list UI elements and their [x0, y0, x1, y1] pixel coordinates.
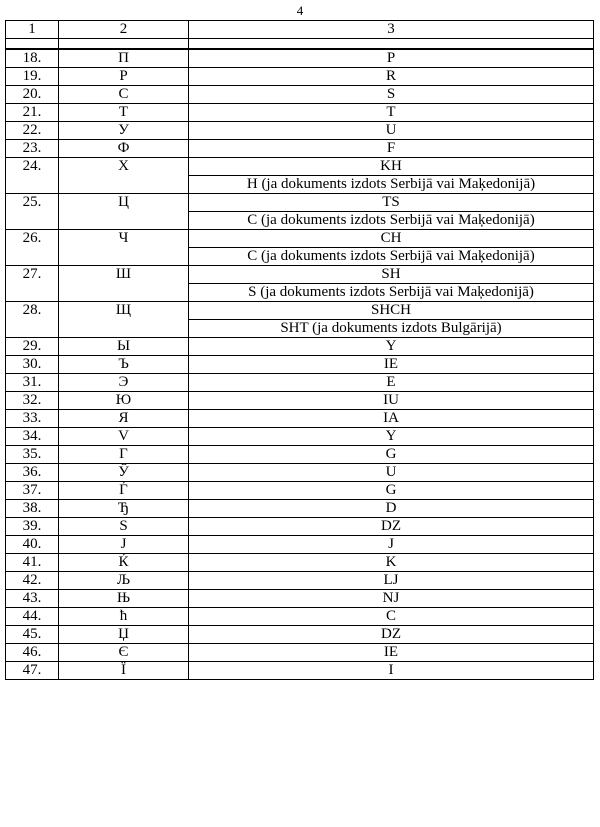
- cyrillic-letter-cell: Ъ: [59, 356, 189, 374]
- table-row: [6, 230, 594, 248]
- row-number-cell: 36.: [6, 464, 59, 482]
- row-number-cell: 18.: [6, 49, 59, 68]
- row-number-cell: 30.: [6, 356, 59, 374]
- cyrillic-letter-cell: Ы: [59, 338, 189, 356]
- cyrillic-letter-cell: Я: [59, 410, 189, 428]
- row-number-cell: 33.: [6, 410, 59, 428]
- row-number-cell: 26.: [6, 230, 59, 266]
- latin-transliteration-cell: DZ: [189, 518, 594, 536]
- row-number-cell: 40.: [6, 536, 59, 554]
- latin-transliteration-cell: G: [189, 482, 594, 500]
- latin-transliteration-cell: C: [189, 608, 594, 626]
- row-number-cell: 22.: [6, 122, 59, 140]
- latin-transliteration-cell: Y: [189, 428, 594, 446]
- cyrillic-letter-cell: Ќ: [59, 554, 189, 572]
- table-row: [6, 122, 594, 140]
- cyrillic-letter-cell: V: [59, 428, 189, 446]
- table-row: [6, 104, 594, 122]
- table-row: [6, 410, 594, 428]
- row-number-cell: 39.: [6, 518, 59, 536]
- header-spacer-row: [6, 39, 594, 50]
- cyrillic-letter-cell: Ч: [59, 230, 189, 266]
- latin-transliteration-cell: J: [189, 536, 594, 554]
- latin-transliteration-cell: U: [189, 122, 594, 140]
- cyrillic-letter-cell: ћ: [59, 608, 189, 626]
- table-row: [6, 482, 594, 500]
- latin-transliteration-cell: SHCH: [189, 302, 594, 320]
- row-number-cell: 37.: [6, 482, 59, 500]
- cyrillic-letter-cell: Х: [59, 158, 189, 194]
- latin-transliteration-cell: I: [189, 662, 594, 680]
- latin-transliteration-cell: Y: [189, 338, 594, 356]
- column-header-number: 1: [6, 21, 59, 39]
- cyrillic-letter-cell: С: [59, 86, 189, 104]
- latin-transliteration-cell: IA: [189, 410, 594, 428]
- spacer-cell: [59, 39, 189, 50]
- cyrillic-letter-cell: Њ: [59, 590, 189, 608]
- cyrillic-letter-cell: Є: [59, 644, 189, 662]
- cyrillic-letter-cell: Ў: [59, 464, 189, 482]
- row-number-cell: 31.: [6, 374, 59, 392]
- latin-transliteration-cell: E: [189, 374, 594, 392]
- cyrillic-letter-cell: П: [59, 49, 189, 68]
- row-number-cell: 21.: [6, 104, 59, 122]
- column-header-latin: 3: [189, 21, 594, 39]
- cyrillic-letter-cell: У: [59, 122, 189, 140]
- row-number-cell: 20.: [6, 86, 59, 104]
- table-row: [6, 158, 594, 176]
- cyrillic-letter-cell: J: [59, 536, 189, 554]
- latin-transliteration-cell: U: [189, 464, 594, 482]
- row-number-cell: 43.: [6, 590, 59, 608]
- latin-transliteration-cell: K: [189, 554, 594, 572]
- latin-transliteration-cell: LJ: [189, 572, 594, 590]
- table-row: [6, 518, 594, 536]
- row-number-cell: 38.: [6, 500, 59, 518]
- table-row: [6, 266, 594, 284]
- table-row: [6, 49, 594, 68]
- table-row: [6, 86, 594, 104]
- row-number-cell: 46.: [6, 644, 59, 662]
- latin-transliteration-cell: SHT (ja dokuments izdots Bulgārijā): [189, 320, 594, 338]
- table-row: [6, 608, 594, 626]
- row-number-cell: 28.: [6, 302, 59, 338]
- row-number-cell: 25.: [6, 194, 59, 230]
- latin-transliteration-cell: IU: [189, 392, 594, 410]
- row-number-cell: 29.: [6, 338, 59, 356]
- cyrillic-letter-cell: Ї: [59, 662, 189, 680]
- table-row: [6, 662, 594, 680]
- latin-transliteration-cell: S: [189, 86, 594, 104]
- row-number-cell: 41.: [6, 554, 59, 572]
- row-number-cell: 35.: [6, 446, 59, 464]
- latin-transliteration-cell: R: [189, 68, 594, 86]
- cyrillic-letter-cell: Ф: [59, 140, 189, 158]
- table-row: [6, 446, 594, 464]
- cyrillic-letter-cell: Ю: [59, 392, 189, 410]
- latin-transliteration-cell: S (ja dokuments izdots Serbijā vai Maķedonijā): [189, 284, 594, 302]
- latin-transliteration-cell: DZ: [189, 626, 594, 644]
- latin-transliteration-cell: C (ja dokuments izdots Serbijā vai Maķedonijā): [189, 248, 594, 266]
- cyrillic-letter-cell: Ш: [59, 266, 189, 302]
- latin-transliteration-cell: KH: [189, 158, 594, 176]
- latin-transliteration-cell: C (ja dokuments izdots Serbijā vai Maķedonijā): [189, 212, 594, 230]
- table-row: [6, 356, 594, 374]
- row-number-cell: 19.: [6, 68, 59, 86]
- latin-transliteration-cell: IE: [189, 644, 594, 662]
- table-row: [6, 338, 594, 356]
- latin-transliteration-cell: TS: [189, 194, 594, 212]
- cyrillic-letter-cell: Љ: [59, 572, 189, 590]
- latin-transliteration-cell: F: [189, 140, 594, 158]
- table-row: [6, 644, 594, 662]
- table-row: [6, 464, 594, 482]
- header-row: [6, 21, 594, 39]
- row-number-cell: 24.: [6, 158, 59, 194]
- latin-transliteration-cell: IE: [189, 356, 594, 374]
- page-number: 4: [296, 3, 304, 18]
- row-number-cell: 45.: [6, 626, 59, 644]
- table-row: [6, 536, 594, 554]
- table-body: [6, 21, 594, 680]
- latin-transliteration-cell: NJ: [189, 590, 594, 608]
- table-row: [6, 68, 594, 86]
- table-row: [6, 590, 594, 608]
- row-number-cell: 23.: [6, 140, 59, 158]
- spacer-cell: [6, 39, 59, 50]
- latin-transliteration-cell: P: [189, 49, 594, 68]
- latin-transliteration-cell: H (ja dokuments izdots Serbijā vai Maķedonijā): [189, 176, 594, 194]
- table-row: [6, 554, 594, 572]
- row-number-cell: 42.: [6, 572, 59, 590]
- cyrillic-letter-cell: Р: [59, 68, 189, 86]
- table-row: [6, 374, 594, 392]
- table-row: [6, 194, 594, 212]
- latin-transliteration-cell: SH: [189, 266, 594, 284]
- table-row: [6, 500, 594, 518]
- column-header-cyrillic: 2: [59, 21, 189, 39]
- row-number-cell: 44.: [6, 608, 59, 626]
- table-row: [6, 302, 594, 320]
- table-row: [6, 626, 594, 644]
- transliteration-table: [5, 20, 594, 680]
- table-row: [6, 392, 594, 410]
- row-number-cell: 27.: [6, 266, 59, 302]
- table-row: [6, 572, 594, 590]
- cyrillic-letter-cell: Џ: [59, 626, 189, 644]
- table-row: [6, 140, 594, 158]
- row-number-cell: 47.: [6, 662, 59, 680]
- row-number-cell: 32.: [6, 392, 59, 410]
- latin-transliteration-cell: G: [189, 446, 594, 464]
- cyrillic-letter-cell: Э: [59, 374, 189, 392]
- latin-transliteration-cell: T: [189, 104, 594, 122]
- table-row: [6, 428, 594, 446]
- cyrillic-letter-cell: Ѓ: [59, 482, 189, 500]
- spacer-cell: [189, 39, 594, 50]
- cyrillic-letter-cell: Щ: [59, 302, 189, 338]
- cyrillic-letter-cell: Г: [59, 446, 189, 464]
- cyrillic-letter-cell: Ђ: [59, 500, 189, 518]
- latin-transliteration-cell: CH: [189, 230, 594, 248]
- latin-transliteration-cell: D: [189, 500, 594, 518]
- row-number-cell: 34.: [6, 428, 59, 446]
- cyrillic-letter-cell: Ц: [59, 194, 189, 230]
- cyrillic-letter-cell: S: [59, 518, 189, 536]
- cyrillic-letter-cell: Т: [59, 104, 189, 122]
